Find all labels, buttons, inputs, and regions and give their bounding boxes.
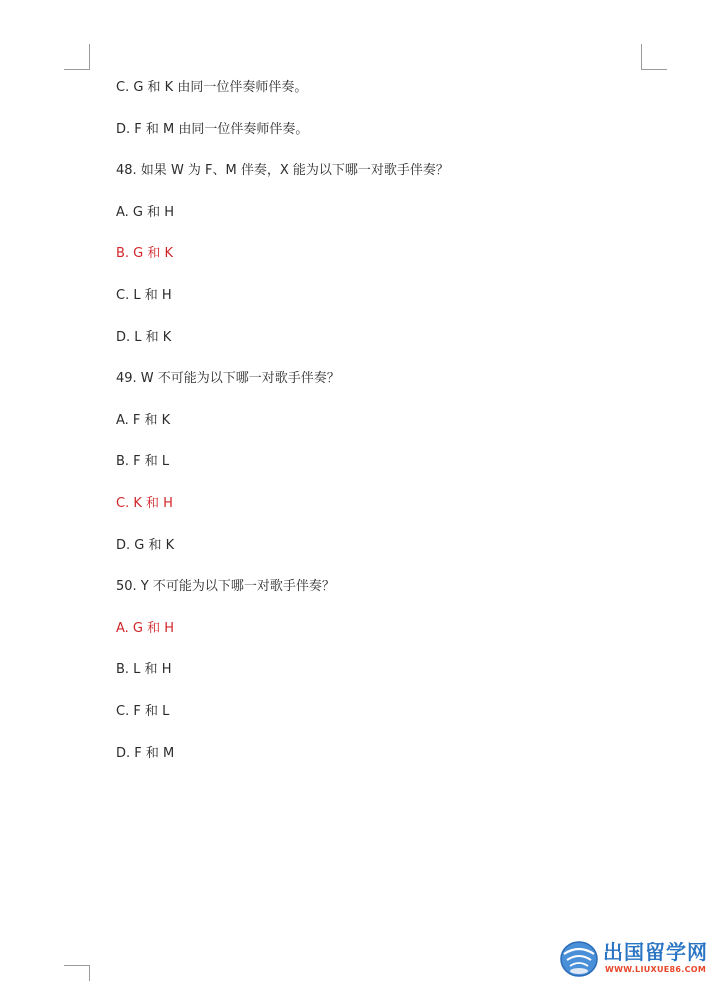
watermark-url: WWW.LIUXUE86.COM (605, 965, 707, 974)
answer-option: B. F 和 L (116, 454, 170, 469)
answer-option: D. G 和 K (116, 538, 175, 553)
question-text: 49. W 不可能为以下哪一对歌手伴奏？ (116, 371, 340, 386)
crop-mark-top-left (64, 44, 90, 70)
answer-option: D. L 和 K (116, 330, 172, 345)
answer-option: C. G 和 K 由同一位伴奏师伴奏。 (116, 80, 308, 95)
answer-option: A. F 和 K (116, 413, 171, 428)
question-text: 48. 如果 W 为 F、M 伴奏，X 能为以下哪一对歌手伴奏？ (116, 163, 449, 178)
answer-option: C. L 和 H (116, 288, 172, 303)
crop-mark-bottom-left (64, 965, 90, 981)
answer-option: A. G 和 H (116, 205, 175, 220)
answer-option: D. F 和 M (116, 746, 175, 761)
crop-mark-top-right (641, 44, 667, 70)
watermark-title: 出国留学网 (603, 940, 708, 964)
answer-option-highlighted: C. K 和 H (116, 496, 173, 511)
answer-option: D. F 和 M 由同一位伴奏师伴奏。 (116, 122, 309, 137)
question-text: 50. Y 不可能为以下哪一对歌手伴奏？ (116, 579, 335, 594)
answer-option-highlighted: A. G 和 H (116, 621, 175, 636)
watermark-logo (559, 940, 719, 978)
answer-option-highlighted: B. G 和 K (116, 246, 174, 261)
answer-option: C. F 和 L (116, 704, 170, 719)
globe-icon (559, 940, 599, 978)
answer-option: B. L 和 H (116, 662, 172, 677)
